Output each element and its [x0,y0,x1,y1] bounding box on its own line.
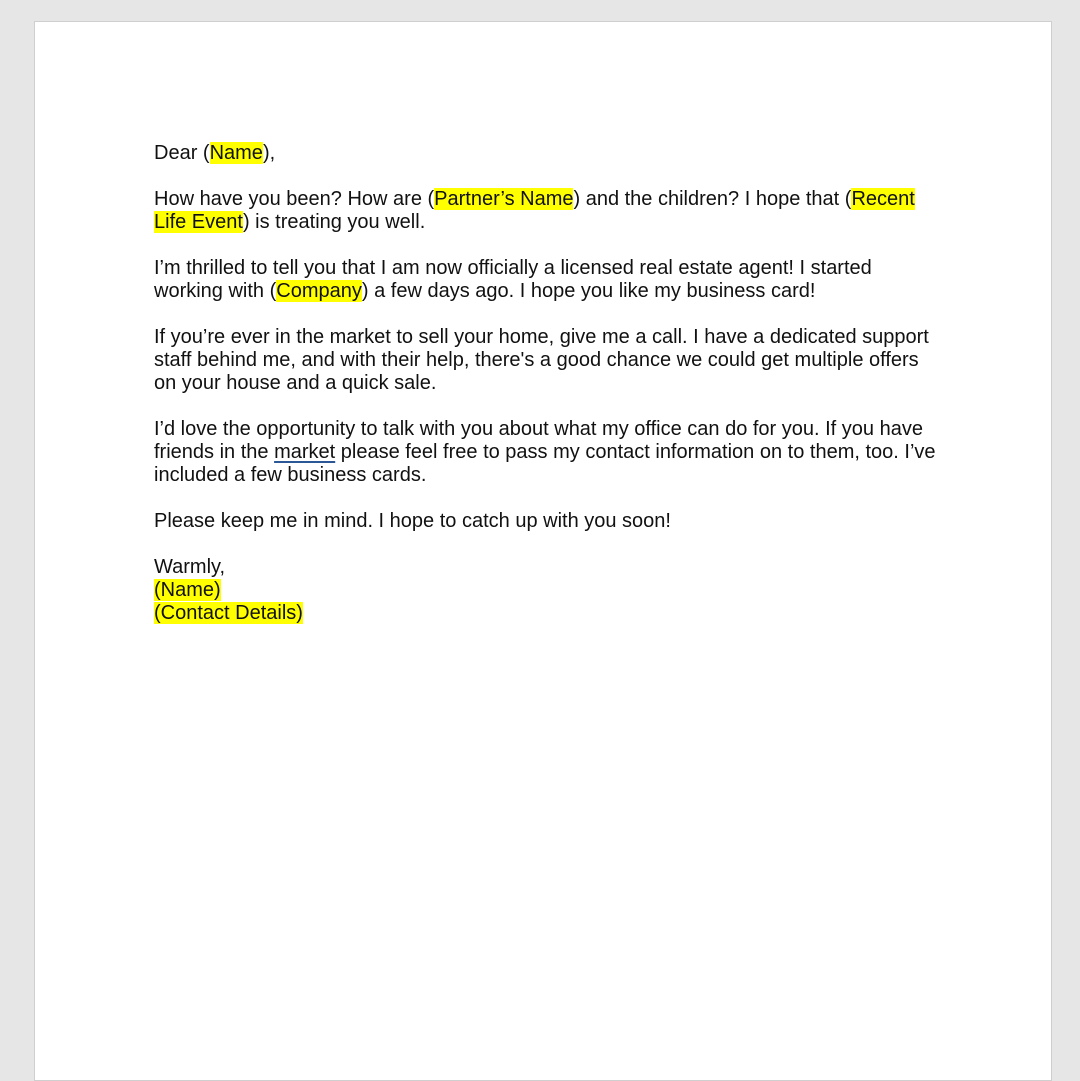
paragraph-4 [154,418,944,487]
greeting-end: ), [262,142,276,164]
signature-name-placeholder: (Name) [154,579,221,601]
paragraph-4-text-a: I’d love the opportunity to talk with you about what my office can do for you. If you have friends in the [154,418,923,463]
paragraph-2 [154,257,944,303]
paragraph-5: Please keep me in mind. I hope to catch up with you soon! [154,510,671,532]
greeting-line [154,142,944,165]
contact-details-placeholder: (Contact Details) [154,602,303,624]
paragraph-2-text-a: I’m thrilled to tell you that I am now officially a licensed real estate agent! I started working with ( [154,257,872,302]
paragraph-1-text-a: How have you been? How are ( [154,188,435,210]
company-placeholder: Company [276,280,362,302]
document-page [34,21,1052,1081]
letter-body [154,142,944,625]
partner-name-placeholder: Partner’s Name [434,188,574,210]
paragraph-1-text-c: ) is treating you well. [242,211,426,233]
signature-name-line [154,579,944,602]
paragraph-2-text-b: ) a few days ago. I hope you like my business card! [361,280,816,302]
signature-contact-line [154,602,944,625]
greeting-text: Dear ( [154,142,210,164]
paragraph-4-text-b: please feel free to pass my contact information on to them, too. I’ve included a few business cards. [154,441,936,486]
spellcheck-flagged-word[interactable]: market [274,441,336,463]
closing-line: Warmly, [154,556,226,578]
name-placeholder: Name [209,142,263,164]
paragraph-1 [154,188,944,234]
paragraph-1-text-b: ) and the children? I hope that ( [573,188,852,210]
recent-life-event-placeholder: Recent Life Event [154,188,915,233]
paragraph-3: If you’re ever in the market to sell your home, give me a call. I have a dedicated support staff behind me, and with their help, there's a good chance we could get multiple offers on your house and a quick sale. [154,326,929,394]
